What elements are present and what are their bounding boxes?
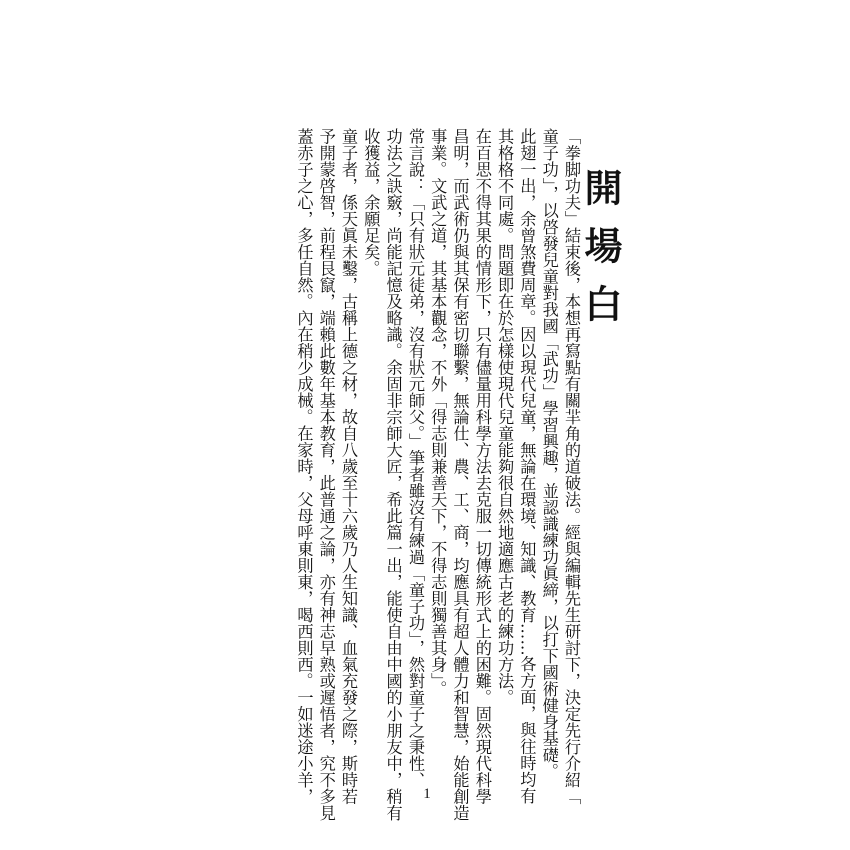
body-text xyxy=(292,128,582,821)
text-column: 其格格不同處。問題即在於怎樣使現代兒童能夠很自然地適應古老的練功方法。 xyxy=(495,128,515,706)
text-column: 童子功」，以啓發兒童對我國「武功」學習興趣，並認識練功眞締，以打下國術健身基礎。 xyxy=(539,128,559,780)
text-column: 在百思不得其果的情形下，只有儘量用科學方法去克服一切傳統形式上的困難。固然現代科學 xyxy=(472,128,492,805)
text-column: 功法之訣竅，尚能記憶及略識。余固非宗師大匠，希此篇一出，能使自由中國的小朋友中，稍有 xyxy=(383,128,403,821)
text-column: 昌明，而武術仍與其保有密切聯繫，無論仕、農、工、商，均應具有超人體力和智慧，始能創造 xyxy=(450,128,470,821)
text-column: 此翅一出，余曾煞費周章。因以現代兒童，無論在環境、知識、教育……各方面，與往時均有 xyxy=(517,128,537,805)
text-column: 蓋赤子之心，多任自然。內在稍少成械。在家時，父母呼東則東，喝西則西。一如迷途小羊， xyxy=(294,128,314,805)
text-column: 常言說：「只有狀元徒弟，沒有狀元師父。」筆者雖沒有練過「童子功」，然對童子之秉性、 xyxy=(405,128,425,789)
page-number: 1 xyxy=(423,786,431,802)
text-column: 「拳脚功夫」結束後，本想再寫點有關羋角的道破法。經與編輯先生研討下，決定先行介紹「 xyxy=(562,128,581,805)
page-title: 開場白 xyxy=(578,168,622,342)
text-column: 予開蒙啓智，前程艮竄，端賴此數年基本教育，此普通之論，亦有神志早熟或遲悟者，究不多見 xyxy=(316,128,336,821)
text-column: 童子者，係天眞未鑿，古稱上德之材，故自八歲至十六歲乃人生知識、血氣充發之際，斯時若 xyxy=(339,128,359,805)
text-column: 事業。文武之道，其基本觀念，不外「得志則兼善天下，不得志則獨善其身」。 xyxy=(428,128,448,698)
text-column: 收獲益，余願足矣。 xyxy=(361,128,381,277)
